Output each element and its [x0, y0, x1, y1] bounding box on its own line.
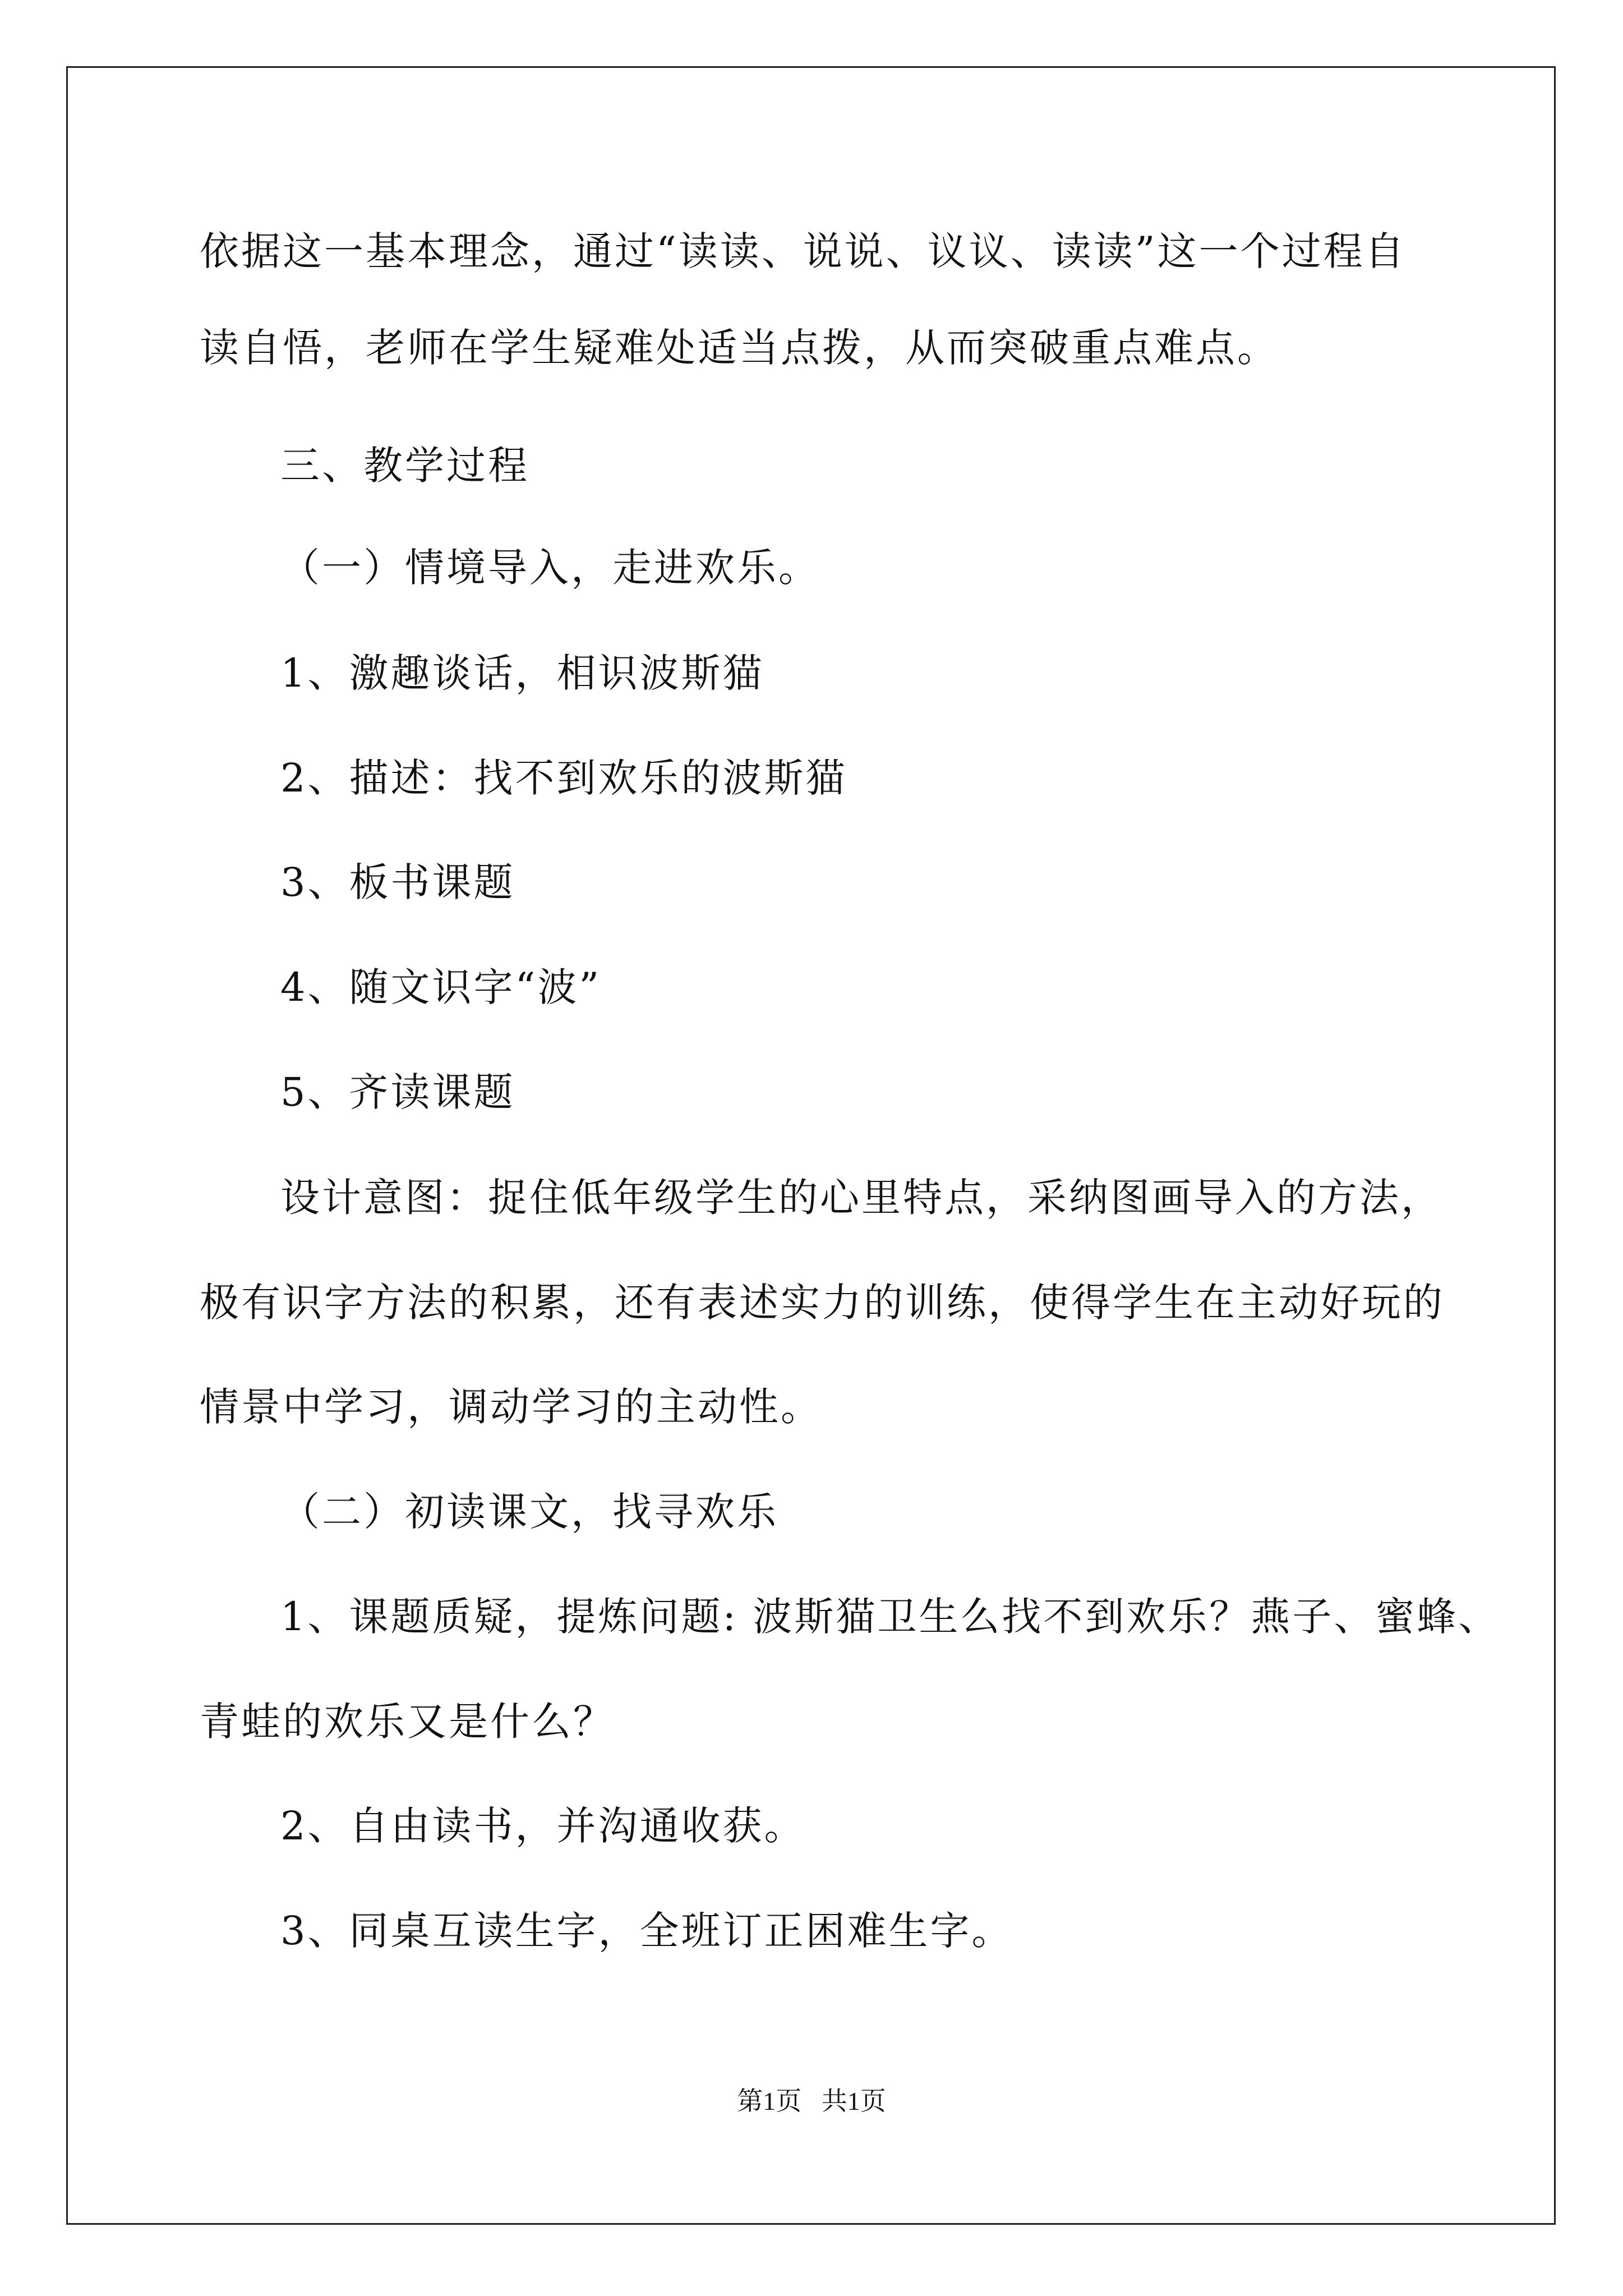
- list-item: 3、同桌互读生字，全班订正困难生字。: [280, 1908, 1013, 1954]
- list-item: 2、自由读书，并沟通收获。: [280, 1803, 806, 1849]
- section-heading: 三、教学过程: [280, 443, 529, 489]
- page-number: 第1页: [737, 2087, 802, 2115]
- list-item: 2、描述：找不到欢乐的波斯猫: [280, 755, 847, 801]
- page-footer: [0, 2085, 1623, 2118]
- paragraph-line: 情景中学习，调动学习的主动性。: [200, 1384, 822, 1430]
- page-border: [66, 66, 1556, 2225]
- paragraph-line: 极有识字方法的积累，还有表述实力的训练，使得学生在主动好玩的: [200, 1280, 1445, 1326]
- paragraph-line: 读自悟，老师在学生疑难处适当点拨，从而突破重点难点。: [200, 325, 1279, 371]
- list-item: 3、板书课题: [280, 859, 515, 905]
- page-total: 共1页: [821, 2087, 886, 2115]
- subsection-heading: （一）情境导入，走进欢乐。: [280, 545, 820, 591]
- list-item: 1、课题质疑，提炼问题: 波斯猫卫生么找不到欢乐？燕子、蜜蜂、: [280, 1594, 1500, 1640]
- list-item: 5、齐读课题: [280, 1069, 515, 1115]
- paragraph-line: 依据这一基本理念，通过“读读、说说、议议、读读”这一个过程自: [200, 228, 1407, 274]
- paragraph-line: 设计意图：捉住低年级学生的心里特点，采纳图画导入的方法，: [280, 1175, 1442, 1221]
- list-item: 4、随文识字“波”: [280, 964, 602, 1010]
- paragraph-line: 青蛙的欢乐又是什么？: [200, 1699, 615, 1745]
- subsection-heading: （二）初读课文，找寻欢乐: [280, 1489, 778, 1535]
- list-item: 1、激趣谈话，相识波斯猫: [280, 650, 764, 696]
